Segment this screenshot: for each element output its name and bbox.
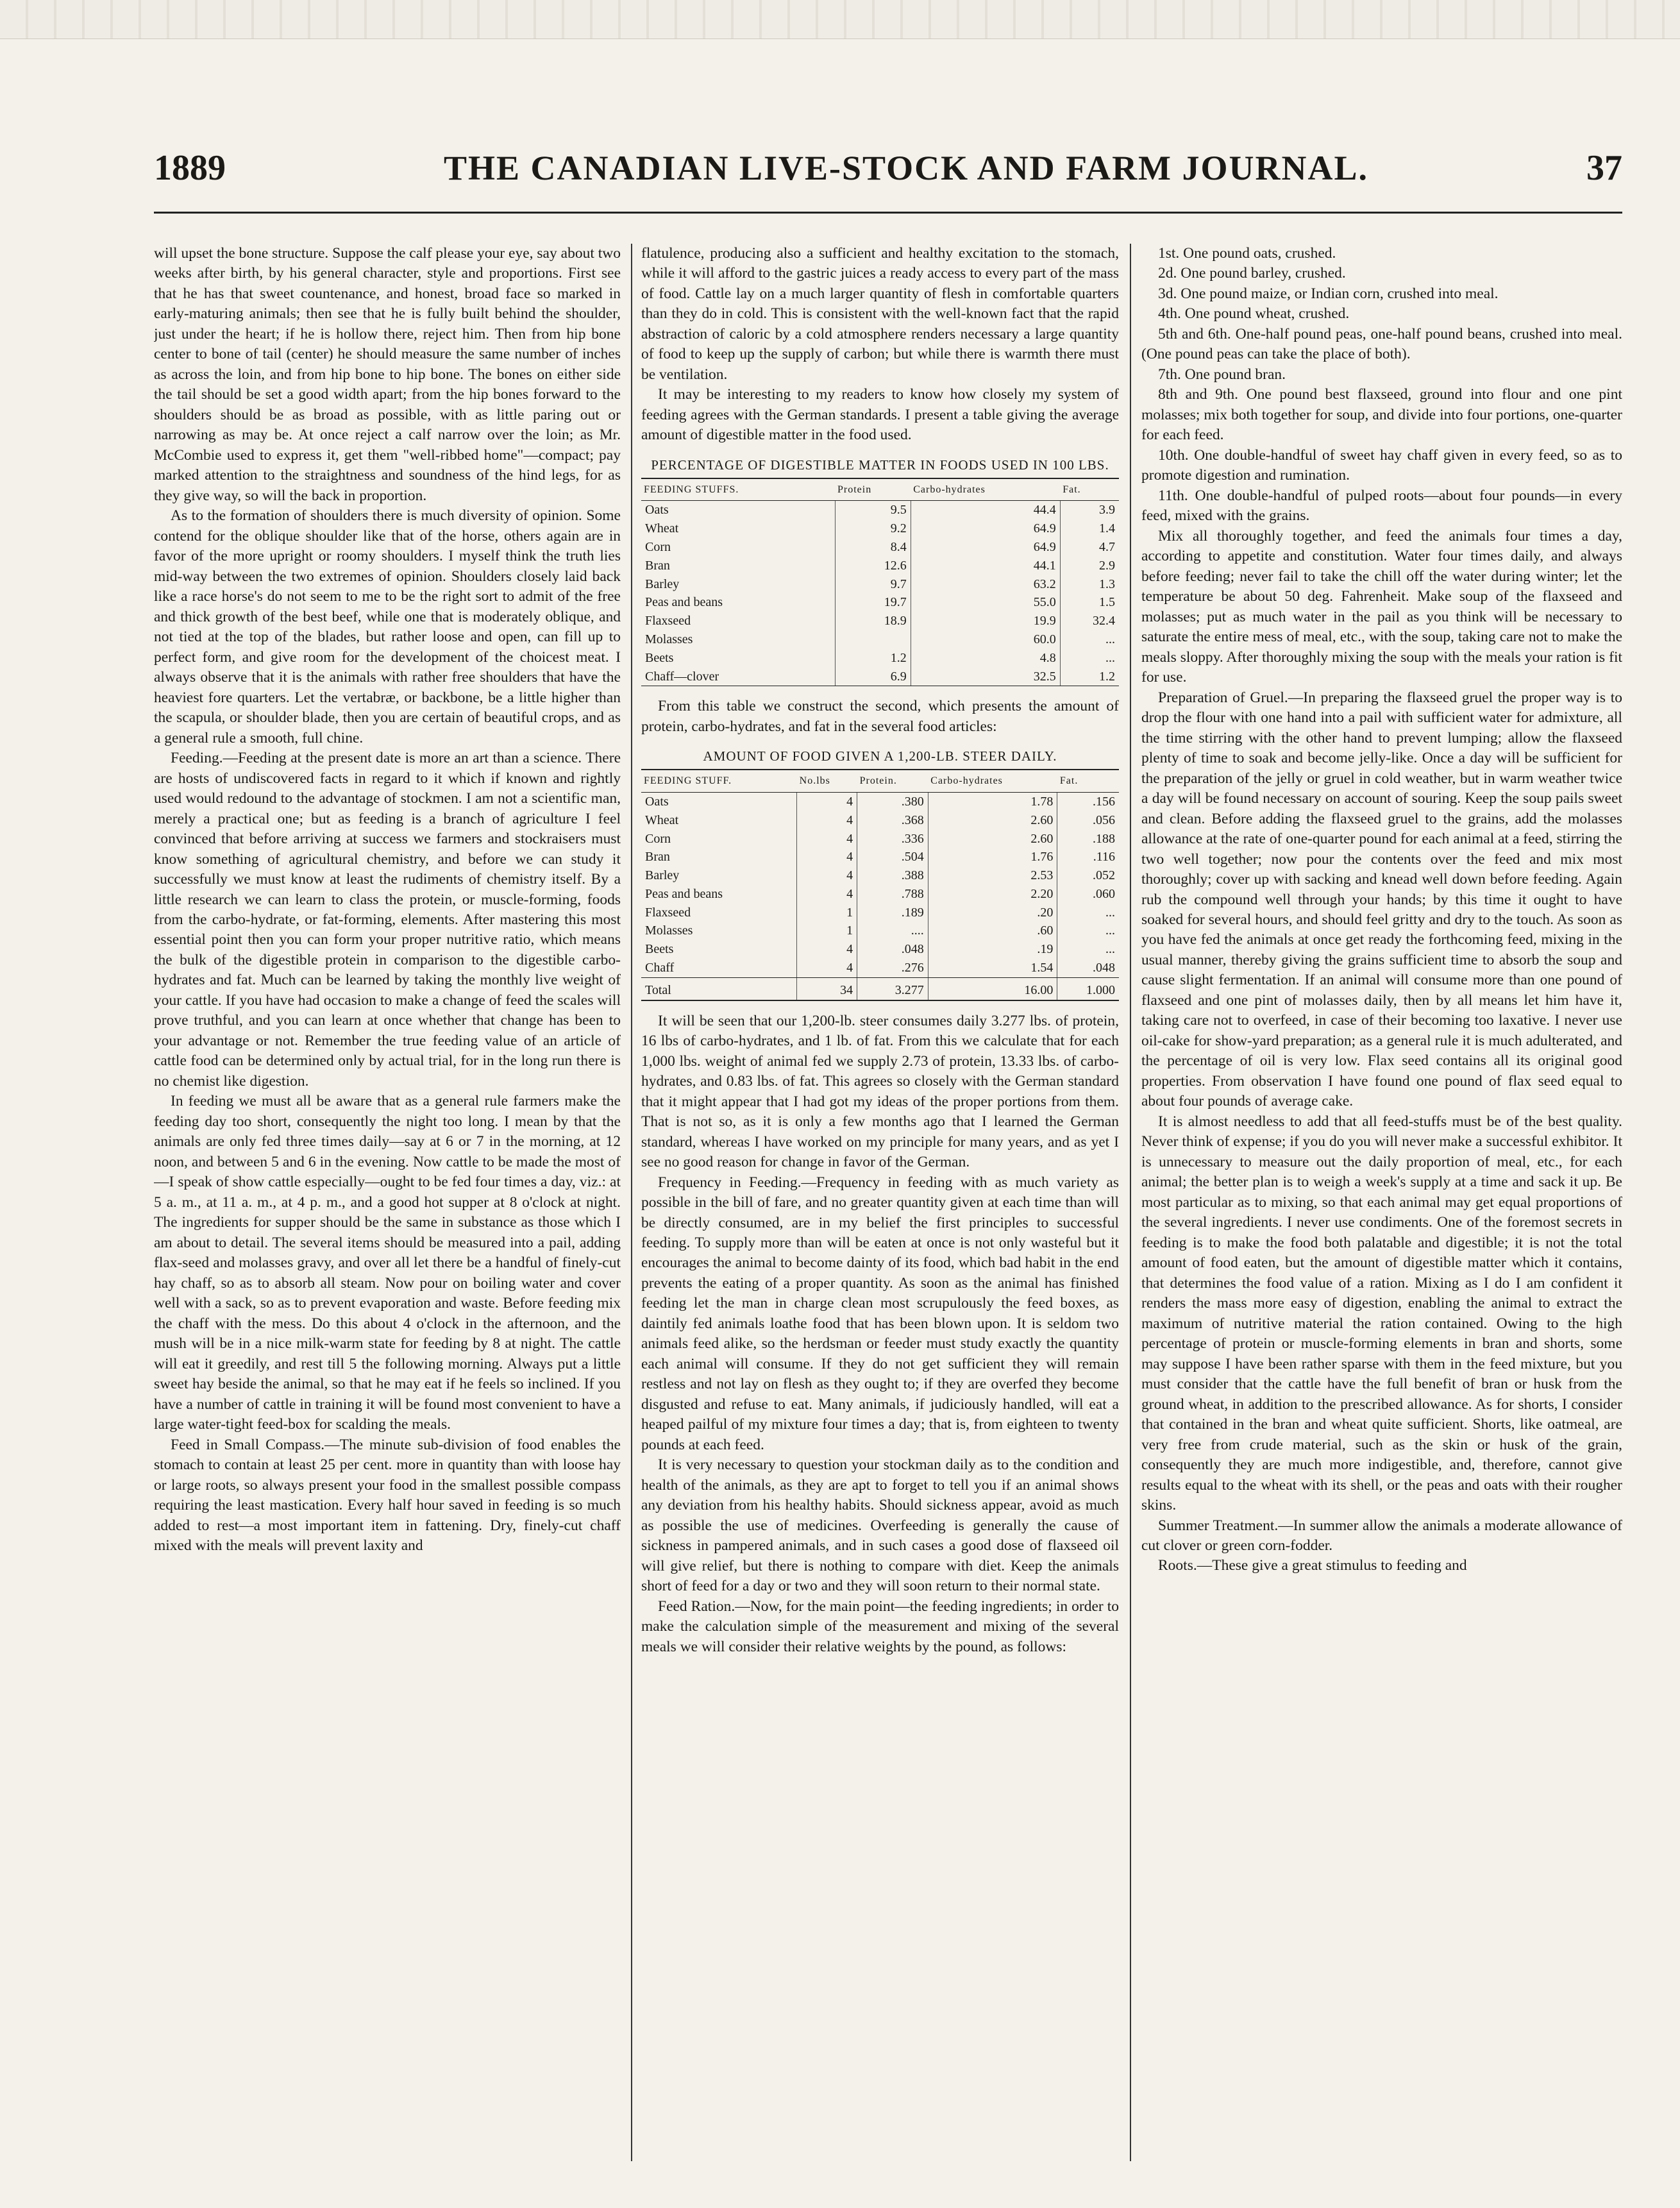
- table-cell: Flaxseed: [645, 614, 691, 628]
- table-header: Carbo-hydrates: [911, 478, 1060, 501]
- paragraph: will upset the bone structure. Suppose the calf please your eye, say about two weeks after birth, by his general character, style and proportions. First see that he has that sweet countenance, and honest, broad face so marked in early-maturing animals; then see that he is fully built behind the shoulder, just under the heart; if he is hollow there, reject him. Then from hip bone center to bone of tail (center) he should measure the same number of inches as across the loin, and from hip bone to hip bone. The bones on either side the tail should be set a good width apart; from the hip bones forward to the shoulders should be as broad as possible, with as little paring out or narrowing as may be. At once reject a calf narrow over the loin; as Mr. McCombie used to express it, get them "well-ribbed home"—compact; pay marked attention to the straightness and soundness of the hind legs, for as they give way, so will the back in proportion.: [154, 245, 621, 504]
- table-row: [641, 792, 1119, 811]
- paragraph: flatulence, producing also a sufficient and healthy excitation to the stomach, while it will afford to the gastric juices a ready access to every part of the mass of food. Cattle lay on a much larger quantity of flesh in comfortable quarters than they do in cold. This is consistent with the well-known fact that the rapid abstraction of caloric by a cold atmosphere renders necessary a large quantity of food to keep up the supply of carbon; but while there is warmth there must be ventilation.: [641, 245, 1119, 383]
- table-header: Protein: [835, 478, 911, 501]
- table-cell: [835, 630, 911, 649]
- ration-list-item: 2d. One pound barley, crushed.: [1158, 265, 1346, 282]
- table-cell: 16.00: [928, 977, 1057, 1000]
- table-cell: Wheat: [645, 521, 679, 536]
- table-cell: ...: [1057, 922, 1119, 940]
- scan-margin-strip: [0, 0, 1680, 39]
- page-number: 37: [1586, 148, 1622, 188]
- table-cell: 9.2: [835, 519, 911, 538]
- table-cell: 4: [797, 940, 857, 959]
- table-header: Protein.: [857, 770, 928, 792]
- table-cell: 60.0: [911, 630, 1060, 649]
- table-cell: Beets: [645, 650, 674, 665]
- column-1: [154, 244, 621, 2161]
- table-row: [641, 538, 1119, 557]
- table-cell: 4: [797, 830, 857, 848]
- table-row: [641, 922, 1119, 940]
- table-header: Fat.: [1057, 770, 1119, 792]
- paragraph: It will be seen that our 1,200-lb. steer consumes daily 3.277 lbs. of protein, 16 lbs of carbo-hydrates, and 1 lb. of fat. From this we calculate that for each 1,000 lbs. weight of animal fed we supply 2.73 of protein, 13.33 lbs. of carbo-hydrates, and 0.83 lbs. of fat. This agrees so closely with the German standard that it might appear that I had got my ideas of the proper portions from them. That is not so, as it is only a few months ago that I learned the German standard, whereas I have worked on my principle for many years, and as yet I see no good reason for change in favor of the German.: [641, 1012, 1119, 1171]
- table-cell: Chaff—clover: [641, 668, 835, 686]
- paragraph: Mix all thoroughly together, and feed the animals four times a day, according to appetite and constitution. Water four times daily, and always before feeding; never fail to take the chill off the water during winter; let the temperature be about 50 deg. Fahrenheit. Make soup of the flaxseed and molasses; put as much water in the pail as you think will be necessary to saturate the entire mess of meal, etc., with the soup, taking care not to make the meals sloppy. After thoroughly mixing the soup with the meals your ration is fit for use.: [1141, 527, 1622, 686]
- table-cell: 4: [797, 959, 857, 977]
- table-cell: ...: [1057, 940, 1119, 959]
- ration-list: [1141, 244, 1622, 527]
- table-cell: 4: [797, 792, 857, 811]
- table-body: [641, 501, 1119, 686]
- table-cell: 3.9: [1060, 501, 1119, 519]
- table-cell: 1.54: [928, 959, 1057, 977]
- table-cell: Barley: [645, 868, 680, 883]
- table-cell: 9.5: [835, 501, 911, 519]
- table-body: [641, 792, 1119, 977]
- table-cell: 12.6: [835, 557, 911, 575]
- table-cell: .052: [1057, 866, 1119, 885]
- table-cell: 2.60: [928, 811, 1057, 830]
- table-row: [641, 830, 1119, 848]
- table-cell: Peas and beans: [645, 595, 723, 610]
- table-cell: 2.60: [928, 830, 1057, 848]
- table-cell: Wheat: [645, 813, 679, 827]
- ration-list-item: 11th. One double-handful of pulped roots—about four pounds—in every feed, mixed with the grains.: [1141, 487, 1622, 525]
- table-cell: ...: [1060, 630, 1119, 649]
- table-row: [641, 885, 1119, 904]
- table-cell: 1.3: [1060, 575, 1119, 594]
- table-header: Carbo-hydrates: [928, 770, 1057, 792]
- table-cell: 4: [797, 866, 857, 885]
- table-cell: .116: [1057, 848, 1119, 866]
- table-cell: .276: [857, 959, 928, 977]
- paragraph: Frequency in Feeding.—Frequency in feeding with as much variety as possible in the bill of fare, and no greater quantity given at each time than will be directly consumed, are in my belief the first principles to successful feeding. To supply more than will be eaten at once is not only wasteful but it encourages the animal to become dainty of its food, which bad habit in the end prevents the eating of a proper quantity. As soon as the animal has finished feeding let the man in charge clean most scrupulously the feed boxes, as daintily fed animals loathe food that has been blown upon. It is seldom two animals feed alike, so the herdsman or feeder must study exactly the quantity each animal will consume. If they do not get sufficient they will remain restless and not lay on flesh as they ought to; if they are overfed they become disgusted and refuse to eat. Many animals, if judiciously handled, will eat a heaped pailful of my mixture four times a day; that is, from eighteen to twenty pounds at each feed.: [641, 1174, 1119, 1453]
- journal-title: THE CANADIAN LIVE-STOCK AND FARM JOURNAL.: [443, 149, 1369, 187]
- table-cell: 1.76: [928, 848, 1057, 866]
- table-cell: 4: [797, 811, 857, 830]
- table-cell: Beets: [645, 942, 674, 957]
- ration-list-item: 7th. One pound bran.: [1158, 366, 1286, 383]
- table-cell: 3.277: [857, 977, 928, 1000]
- table-header: FEEDING STUFF.: [641, 770, 797, 792]
- table-header: Fat.: [1060, 478, 1119, 501]
- table-cell: .380: [857, 792, 928, 811]
- table-cell: 64.9: [911, 538, 1060, 557]
- table-cell: 1: [797, 922, 857, 940]
- table-cell: 4: [797, 848, 857, 866]
- table-cell: Bran: [645, 850, 670, 864]
- table-cell: 19.9: [911, 612, 1060, 630]
- paragraph: Preparation of Gruel.—In preparing the flaxseed gruel the proper way is to drop the flour with one hand into a pail with sufficient water for admixture, all the time stirring with the other hand to prevent lumping; allow the flaxseed plenty of time to soak and become jelly-like. Once a day will be sufficient for the preparation of the jelly or gruel in cold weather, but in warm weather twice a day will be found necessary on account of souring. Keep the soup pails sweet and clean. Before adding the flaxseed gruel to the grains, add the molasses allowance at the rate of one-quarter pound for each animal at a feed, stirring the two well together; now pour the contents over the feed and mix most thoroughly; cover up with sacking and knead well down before feeding. Again rub the compound well through your hands; by this time it ought to have soaked for several hours, and should feel gritty and dry to the touch. As soon as you have fed the animals at once get ready the forthcoming feed, mixing in the usual manner, thereby giving the grains sufficient time to absorb the soup and cause slight fermentation. If an animal will consume more than one pound of flaxseed and one pint of molasses daily, then by all means let him have it, taking care not to overfeed, in case of their becoming too laxative. I never use oil-cake for show-yard preparation; as a general rule it is much adulterated, and the percentage of oil is very low. Flax seed contains all its original good properties. From observation I have found one pound of flax seed equal to about four pounds of average cake.: [1141, 689, 1622, 1110]
- table-cell: .60: [928, 922, 1057, 940]
- daily-food-table: [641, 769, 1119, 1000]
- column-divider-2: [1130, 244, 1131, 2161]
- paragraph: It is almost needless to add that all feed-stuffs must be of the best quality. Never think of expense; if you do you will never make a successful exhibitor. It is unnecessary to measure out the daily proportion of meal, etc., for each animal; the better plan is to weigh a week's supply at a time and sack it up. Be most particular as to mixing, so that each animal may get equal proportions of the several ingredients. I never use condiments. One of the foremost secrets in feeding is to make the food both palatable and digestible; it is not the total amount of food eaten, but the amount of digestible matter which it contains, that determines the food value of a ration. Mixing as I do I am confident it renders the mass more easy of digestion, enabling the animal to extract the maximum of nutritive material the ration contained. Owing to the high percentage of protein or muscle-forming elements in bran and shorts, some may suppose I have been rather sparse with them in the feed mixture, but you must consider that the cattle have the full benefit of bran or husk from the ground wheat, in addition to the prescribed allowance. As for shorts, I consider that contained in the bran and wheat quite sufficient. Shorts, like oatmeal, are very free from crude material, such as the skin or husk of the grain, consequently they are much more indigestible, and, therefore, cannot give results equal to the wheat with its shell, or the peas and oats with their rougher skins.: [1141, 1113, 1622, 1514]
- table-row: [641, 593, 1119, 612]
- table-cell: Molasses: [645, 923, 693, 938]
- table-cell: 2.20: [928, 885, 1057, 904]
- paragraph: Feed in Small Compass.—The minute sub-division of food enables the stomach to contain at least 25 per cent. more in quantity than with loose hay or large roots, so always present your food in the smallest possible compass requiring the least mastication. Every half hour saved in feeding is so much added to rest—a most important item in fattening. Dry, finely-cut chaff mixed with the meals will prevent laxity and: [154, 1436, 621, 1554]
- paragraph: Roots.—These give a great stimulus to feeding and: [1158, 1557, 1467, 1574]
- table-cell: .188: [1057, 830, 1119, 848]
- table-cell: .20: [928, 904, 1057, 922]
- table-cell: Oats: [645, 794, 669, 809]
- table-cell: Molasses: [645, 632, 693, 646]
- table-cell: .336: [857, 830, 928, 848]
- table-cell: 4.7: [1060, 538, 1119, 557]
- table-cell: 1.2: [835, 649, 911, 668]
- table-cell: .504: [857, 848, 928, 866]
- page-header: [154, 147, 1622, 214]
- column-divider-1: [631, 244, 632, 2161]
- table-caption: PERCENTAGE OF DIGESTIBLE MATTER IN FOODS USED IN 100 LBS.: [651, 457, 1109, 473]
- table-cell: .19: [928, 940, 1057, 959]
- table-cell: 55.0: [911, 593, 1060, 612]
- table-row: [641, 575, 1119, 594]
- table-cell: .788: [857, 885, 928, 904]
- table-header: FEEDING STUFFS.: [641, 478, 835, 501]
- table-cell: Corn: [645, 831, 671, 846]
- table-row: [641, 557, 1119, 575]
- table-cell: Barley: [645, 577, 680, 591]
- table-cell: .388: [857, 866, 928, 885]
- table-cell: 18.9: [835, 612, 911, 630]
- paragraph: It may be interesting to my readers to know how closely my system of feeding agrees with the German standards. I present a table giving the average amount of digestible matter in the food used.: [641, 386, 1119, 444]
- table-row: [641, 959, 1119, 977]
- table-cell: .060: [1057, 885, 1119, 904]
- paragraph: As to the formation of shoulders there is much diversity of opinion. Some contend for the oblique shoulder like that of the horse, others again are in favor of the more upright or roomy shoulders. I myself think the truth lies mid-way between the two extremes of opinion. Shoulders closely laid back like a race horse's do not seem to me to be the right sort to admit of the free and thick growth of the best beef, while one that is moderately oblique, and not tied at the top of the blades, but rather loose and open, can fill up to perfect form, and give room for the development of the choicest meat. I always observe that it is the animals with rather free shoulders that have the heaviest fore quarters. Let the vertabræ, or backbone, be a little higher than the scapula, or shoulder blade, then you are certain of beautiful crops, and as a general rule a smooth, full chine.: [154, 507, 621, 746]
- table-cell: 44.4: [911, 501, 1060, 519]
- table-cell: 8.4: [835, 538, 911, 557]
- table-total-row: [641, 977, 1119, 1000]
- table-cell: Bran: [645, 558, 670, 573]
- table-cell: 1.000: [1057, 977, 1119, 1000]
- table-cell: 4: [797, 885, 857, 904]
- table-cell: ...: [1057, 904, 1119, 922]
- table-header: No.lbs: [797, 770, 857, 792]
- table-cell: 1.78: [928, 792, 1057, 811]
- table-cell: Peas and beans: [645, 886, 723, 901]
- ration-list-item: 4th. One pound wheat, crushed.: [1158, 305, 1350, 323]
- ration-list-item: 1st. One pound oats, crushed.: [1158, 245, 1336, 262]
- table-row: [641, 612, 1119, 630]
- table-cell: ....: [857, 922, 928, 940]
- digestible-matter-table: [641, 478, 1119, 686]
- table-cell: Oats: [645, 503, 669, 518]
- paragraph: Feed Ration.—Now, for the main point—the feeding ingredients; in order to make the calculation simple of the measurement and mixing of the several meals we will consider their relative weights by the pound, as follows:: [641, 1597, 1119, 1655]
- table-cell: Flaxseed: [645, 905, 691, 920]
- paragraph: Feeding.—Feeding at the present date is more an art than a science. There are hosts of undiscovered facts in regard to it which if known and rightly used would redound to the advantage of stockmen. I am not a scientific man, merely a practical one; but as feeding is a branch of agriculture I feel convinced that before arriving at success we farmers and stockraisers must know something of agricultural chemistry, and before we can study it successfully we must know at least the rudiments of chemistry itself. By a little research we can learn to class the protein, or muscle-forming, foods from the carbo-hydrate, or fat-forming, elements. After mastering this most essential point then you can form your proper nutritive ratio, which means the bulk of the digestible protein in comparison to the digestible carbo-hydrates and fat. Much can be learned by taking the monthly live weight of your cattle. If you have had occasion to make a change of feed the scales will prove truthful, and you can learn at once whether that change has been to your advantage or not. Remember the true feeding value of an article of cattle food can be determined only by actual trial, for in the long run there is no chemist like digestion.: [154, 750, 621, 1090]
- paragraph: In feeding we must all be aware that as a general rule farmers make the feeding day too short, consequently the night too long. I mean by that the animals are only fed three times daily—say at 6 or 7 in the morning, at 12 noon, and between 5 and 6 in the evening. Now cattle to be made the most of—I speak of show cattle especially—ought to be fed four times a day, viz.: at 5 a. m., at 11 a. m., at 4 p. m., and a good hot supper at 8 o'clock at night. The ingredients for supper should be the same in substance as those which I am about to detail. The several items should be measured into a pail, adding flax-seed and molasses gravy, and over all let there be a handful of finely-cut hay chaff, so as to absorb all steam. Now pour on boiling water and cover well with a sack, so as to prevent evaporation and waste. Before feeding mix the chaff with the mess. Do this about 4 o'clock in the afternoon, and the mush will be in a nice milk-warm state for feeding by 8 at night. The cattle will eat it greedily, and rest till 5 the following morning. Always put a little sweet hay beside the animal, so that he may eat if he feels so inclined. If you have a number of cattle in training it will be found most convenient to have a large water-tight feed-box for scalding the meals.: [154, 1093, 621, 1433]
- table-cell: Chaff: [641, 959, 797, 977]
- ration-list-item: 5th and 6th. One-half pound peas, one-half pound beans, crushed into meal. (One pound peas can take the place of both).: [1141, 325, 1622, 363]
- table-cell: 9.7: [835, 575, 911, 594]
- table-row: [641, 940, 1119, 959]
- table-cell: 4.8: [911, 649, 1060, 668]
- table-cell: Total: [641, 977, 797, 1000]
- table-cell: 1.4: [1060, 519, 1119, 538]
- table-cell: .368: [857, 811, 928, 830]
- column-2: [641, 244, 1119, 2161]
- paragraph: From this table we construct the second, which presents the amount of protein, carbo-hydrates, and fat in the several food articles:: [641, 698, 1119, 735]
- table-cell: .048: [1057, 959, 1119, 977]
- table-cell: ...: [1060, 649, 1119, 668]
- table-row: [641, 811, 1119, 830]
- table-cell: 32.4: [1060, 612, 1119, 630]
- table-row: [641, 668, 1119, 686]
- ration-list-item: 8th and 9th. One pound best flaxseed, ground into flour and one pint molasses; mix both together for soup, and divide into four portions, one-quarter for each feed.: [1141, 386, 1622, 444]
- table-row: [641, 649, 1119, 668]
- table-caption: AMOUNT OF FOOD GIVEN A 1,200-LB. STEER DAILY.: [703, 748, 1057, 764]
- table-row: [641, 866, 1119, 885]
- table-row: [641, 904, 1119, 922]
- table-cell: 6.9: [835, 668, 911, 686]
- table-row: [641, 501, 1119, 519]
- table-cell: 44.1: [911, 557, 1060, 575]
- ration-list-item: 10th. One double-handful of sweet hay chaff given in every feed, so as to promote digestion and rumination.: [1141, 446, 1622, 484]
- table-cell: .189: [857, 904, 928, 922]
- table-cell: .156: [1057, 792, 1119, 811]
- table-row: [641, 519, 1119, 538]
- table-cell: .048: [857, 940, 928, 959]
- table-cell: 63.2: [911, 575, 1060, 594]
- header-year: 1889: [154, 148, 226, 188]
- table-row: [641, 630, 1119, 649]
- table-cell: 34: [797, 977, 857, 1000]
- table-row: [641, 848, 1119, 866]
- table-cell: 1.2: [1060, 668, 1119, 686]
- paragraph: It is very necessary to question your stockman daily as to the condition and health of the animals, as they are apt to forget to tell you if an animal shows any deviation from his healthy habits. Should sickness appear, avoid as much as possible the use of medicines. Overfeeding is generally the cause of sickness in pampered animals, and in such cases a good dose of flaxseed oil will give relief, but there is nothing to compare with diet. Keep the animals short of feed for a day or two and they will soon return to their normal state.: [641, 1456, 1119, 1595]
- table-cell: .056: [1057, 811, 1119, 830]
- column-3: [1141, 244, 1622, 2161]
- table-cell: 19.7: [835, 593, 911, 612]
- table-cell: 64.9: [911, 519, 1060, 538]
- ration-list-item: 3d. One pound maize, or Indian corn, crushed into meal.: [1158, 285, 1499, 302]
- table-cell: 1.5: [1060, 593, 1119, 612]
- table-cell: 32.5: [911, 668, 1060, 686]
- table-cell: 2.9: [1060, 557, 1119, 575]
- table-cell: 2.53: [928, 866, 1057, 885]
- table-cell: Corn: [645, 540, 671, 554]
- paragraph: Summer Treatment.—In summer allow the animals a moderate allowance of cut clover or green corn-fodder.: [1141, 1517, 1622, 1554]
- table-cell: 1: [797, 904, 857, 922]
